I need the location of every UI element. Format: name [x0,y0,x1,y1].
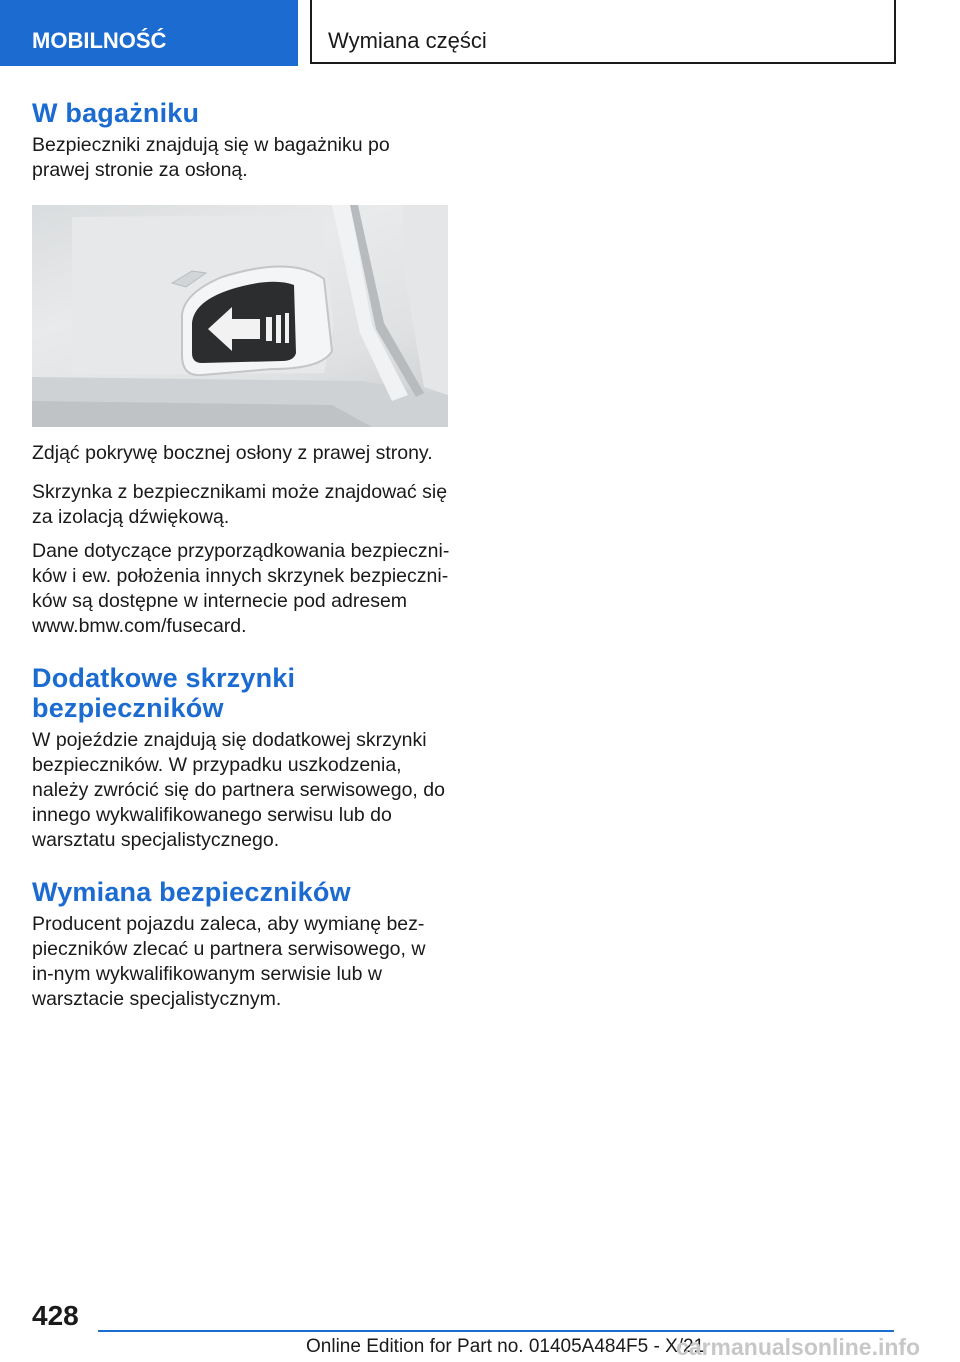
trunk-photo-illustration [32,205,448,427]
edition-note: Online Edition for Part no. 01405A484F5 - X/21 [306,1336,705,1357]
paragraph-fuse-assignment: Dane dotyczące przyporządkowania bezpieczni-ków i ew. położenia innych skrzynek bezpieczni-ków są dostępne w internecie pod adresem www.bmw.com/fusecard. [32,540,450,637]
heading-line-1: Dodatkowe skrzynki [32,663,296,693]
paragraph-sound-insulation: Skrzynka z bezpiecznikami może znajdować się za izolacją dźwiękową. [32,481,448,528]
page-number: 428 [32,1300,79,1331]
paragraph-additional-fuse-boxes: W pojeździe znajdują się dodatkowej skrzynki bezpieczników. W przypadku uszkodzenia, należy zwrócić się do partnera serwisowego, do innego wykwalifikowanego serwisu lub do warsztatu specjalistycznego. [32,729,445,851]
paragraph-fuse-replacement: Producent pojazdu zaleca, aby wymianę bez-pieczników zlecać u partnera serwisowego, w in-nym wykwalifikowanym serwisie lub w warsztacie specjalistycznym. [32,913,426,1010]
page-header [0,0,960,66]
trunk-fuse-cover-image [32,205,448,427]
paragraph-remove-cover: Zdjąć pokrywę bocznej osłony z prawej strony. [32,442,433,464]
heading-w-bagazniku: W bagażniku [32,98,200,128]
paragraph-fuse-location: Bezpieczniki znajdują się w bagażniku po prawej stronie za osłoną. [32,134,390,181]
heading-line-2: bezpieczników [32,693,224,723]
heading-additional-fuse-boxes [32,663,452,723]
heading-fuse-replacement: Wymiana bezpieczników [32,877,351,907]
page-content [32,98,452,1012]
watermark: carmanualsonline.info [676,1334,921,1360]
section-tab[interactable]: MOBILNOŚĆ [0,0,298,66]
chapter-title: Wymiana części [310,0,896,64]
footer-divider [98,1330,894,1332]
